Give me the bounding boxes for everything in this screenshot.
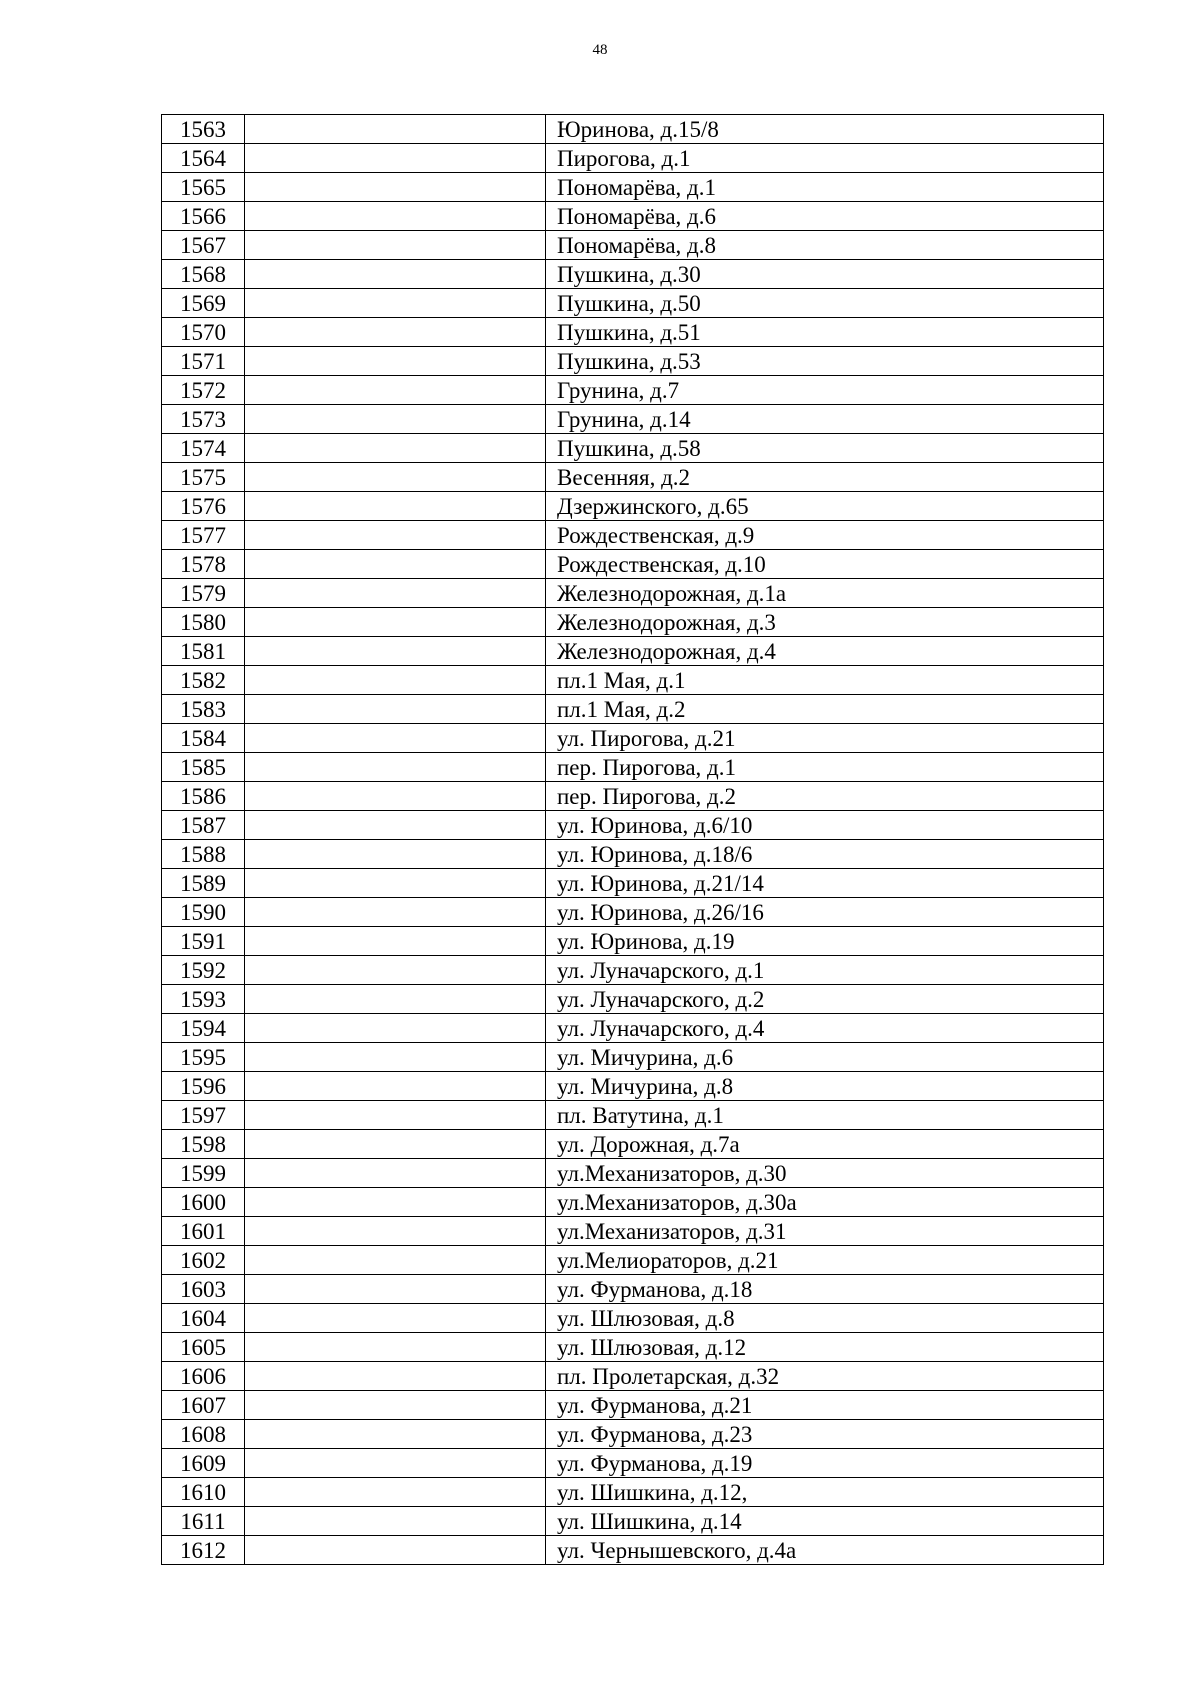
row-number-cell: 1574 (162, 434, 245, 463)
table-row (162, 1101, 1104, 1130)
row-number-cell: 1605 (162, 1333, 245, 1362)
row-address-cell: Железнодорожная, д.1а (546, 579, 1104, 608)
row-number-cell: 1596 (162, 1072, 245, 1101)
row-middle-cell (245, 1159, 546, 1188)
row-address-cell: Рождественская, д.9 (546, 521, 1104, 550)
row-middle-cell (245, 231, 546, 260)
row-number-cell: 1579 (162, 579, 245, 608)
row-number-cell: 1583 (162, 695, 245, 724)
row-middle-cell (245, 1188, 546, 1217)
table-row (162, 492, 1104, 521)
table-row (162, 1072, 1104, 1101)
row-address-cell: Пономарёва, д.1 (546, 173, 1104, 202)
table-row (162, 1043, 1104, 1072)
row-number-cell: 1570 (162, 318, 245, 347)
row-address-cell: Дзержинского, д.65 (546, 492, 1104, 521)
row-address-cell: пер. Пирогова, д.2 (546, 782, 1104, 811)
row-middle-cell (245, 492, 546, 521)
table-row (162, 405, 1104, 434)
row-number-cell: 1577 (162, 521, 245, 550)
row-number-cell: 1578 (162, 550, 245, 579)
row-number-cell: 1587 (162, 811, 245, 840)
row-address-cell: Железнодорожная, д.3 (546, 608, 1104, 637)
table-row (162, 695, 1104, 724)
row-middle-cell (245, 289, 546, 318)
row-address-cell: ул. Фурманова, д.18 (546, 1275, 1104, 1304)
row-number-cell: 1606 (162, 1362, 245, 1391)
row-middle-cell (245, 1072, 546, 1101)
table-row (162, 1014, 1104, 1043)
row-address-cell: пл.1 Мая, д.2 (546, 695, 1104, 724)
table-row (162, 637, 1104, 666)
row-address-cell: ул. Фурманова, д.21 (546, 1391, 1104, 1420)
row-middle-cell (245, 347, 546, 376)
row-address-cell: ул.Механизаторов, д.31 (546, 1217, 1104, 1246)
row-middle-cell (245, 1304, 546, 1333)
row-address-cell: ул. Луначарского, д.2 (546, 985, 1104, 1014)
table-row (162, 898, 1104, 927)
row-number-cell: 1592 (162, 956, 245, 985)
row-address-cell: пл. Ватутина, д.1 (546, 1101, 1104, 1130)
row-middle-cell (245, 115, 546, 144)
row-address-cell: Пономарёва, д.6 (546, 202, 1104, 231)
row-number-cell: 1608 (162, 1420, 245, 1449)
table-row (162, 1536, 1104, 1565)
row-middle-cell (245, 782, 546, 811)
row-number-cell: 1565 (162, 173, 245, 202)
address-table-body (162, 115, 1104, 1565)
table-row (162, 1188, 1104, 1217)
row-number-cell: 1590 (162, 898, 245, 927)
row-number-cell: 1604 (162, 1304, 245, 1333)
row-middle-cell (245, 463, 546, 492)
row-number-cell: 1585 (162, 753, 245, 782)
row-address-cell: ул. Мичурина, д.8 (546, 1072, 1104, 1101)
row-address-cell: Пушкина, д.50 (546, 289, 1104, 318)
row-number-cell: 1600 (162, 1188, 245, 1217)
row-number-cell: 1567 (162, 231, 245, 260)
row-middle-cell (245, 898, 546, 927)
row-middle-cell (245, 1101, 546, 1130)
row-address-cell: ул. Шлюзовая, д.8 (546, 1304, 1104, 1333)
row-middle-cell (245, 1362, 546, 1391)
row-middle-cell (245, 1449, 546, 1478)
row-number-cell: 1582 (162, 666, 245, 695)
row-middle-cell (245, 376, 546, 405)
table-row (162, 927, 1104, 956)
row-middle-cell (245, 434, 546, 463)
row-address-cell: ул. Луначарского, д.4 (546, 1014, 1104, 1043)
table-row (162, 1217, 1104, 1246)
row-address-cell: ул.Мелиораторов, д.21 (546, 1246, 1104, 1275)
row-address-cell: Грунина, д.7 (546, 376, 1104, 405)
row-middle-cell (245, 637, 546, 666)
row-address-cell: ул. Юринова, д.26/16 (546, 898, 1104, 927)
table-row (162, 260, 1104, 289)
row-middle-cell (245, 985, 546, 1014)
row-address-cell: ул. Юринова, д.21/14 (546, 869, 1104, 898)
table-row (162, 347, 1104, 376)
table-row (162, 724, 1104, 753)
table-row (162, 811, 1104, 840)
row-number-cell: 1611 (162, 1507, 245, 1536)
row-number-cell: 1580 (162, 608, 245, 637)
row-number-cell: 1566 (162, 202, 245, 231)
table-row (162, 1246, 1104, 1275)
row-middle-cell (245, 1043, 546, 1072)
table-row (162, 956, 1104, 985)
row-number-cell: 1568 (162, 260, 245, 289)
row-number-cell: 1603 (162, 1275, 245, 1304)
row-number-cell: 1595 (162, 1043, 245, 1072)
row-number-cell: 1589 (162, 869, 245, 898)
row-address-cell: Грунина, д.14 (546, 405, 1104, 434)
row-middle-cell (245, 1420, 546, 1449)
table-row (162, 579, 1104, 608)
row-address-cell: пл. Пролетарская, д.32 (546, 1362, 1104, 1391)
table-row (162, 202, 1104, 231)
row-address-cell: ул. Фурманова, д.23 (546, 1420, 1104, 1449)
table-row (162, 1130, 1104, 1159)
table-row (162, 1275, 1104, 1304)
row-number-cell: 1581 (162, 637, 245, 666)
row-address-cell: ул. Юринова, д.19 (546, 927, 1104, 956)
row-number-cell: 1569 (162, 289, 245, 318)
row-number-cell: 1598 (162, 1130, 245, 1159)
row-address-cell: ул. Шишкина, д.14 (546, 1507, 1104, 1536)
row-address-cell: Пушкина, д.53 (546, 347, 1104, 376)
address-table (161, 114, 1104, 1565)
table-row (162, 1159, 1104, 1188)
row-middle-cell (245, 956, 546, 985)
row-number-cell: 1607 (162, 1391, 245, 1420)
row-address-cell: Весенняя, д.2 (546, 463, 1104, 492)
row-middle-cell (245, 1217, 546, 1246)
table-row (162, 231, 1104, 260)
row-middle-cell (245, 1478, 546, 1507)
row-number-cell: 1601 (162, 1217, 245, 1246)
row-middle-cell (245, 405, 546, 434)
table-row (162, 1362, 1104, 1391)
row-middle-cell (245, 927, 546, 956)
row-address-cell: Юринова, д.15/8 (546, 115, 1104, 144)
row-middle-cell (245, 608, 546, 637)
row-address-cell: ул. Фурманова, д.19 (546, 1449, 1104, 1478)
row-number-cell: 1563 (162, 115, 245, 144)
row-address-cell: Железнодорожная, д.4 (546, 637, 1104, 666)
table-row (162, 1304, 1104, 1333)
row-address-cell: ул. Шлюзовая, д.12 (546, 1333, 1104, 1362)
row-address-cell: пер. Пирогова, д.1 (546, 753, 1104, 782)
row-address-cell: ул. Дорожная, д.7а (546, 1130, 1104, 1159)
row-address-cell: ул. Юринова, д.6/10 (546, 811, 1104, 840)
row-address-cell: ул. Юринова, д.18/6 (546, 840, 1104, 869)
table-row (162, 463, 1104, 492)
row-address-cell: Пушкина, д.30 (546, 260, 1104, 289)
row-address-cell: пл.1 Мая, д.1 (546, 666, 1104, 695)
row-number-cell: 1591 (162, 927, 245, 956)
row-middle-cell (245, 1275, 546, 1304)
row-middle-cell (245, 869, 546, 898)
table-row (162, 1333, 1104, 1362)
table-row (162, 1420, 1104, 1449)
row-middle-cell (245, 318, 546, 347)
row-number-cell: 1573 (162, 405, 245, 434)
row-number-cell: 1572 (162, 376, 245, 405)
row-middle-cell (245, 579, 546, 608)
row-address-cell: ул.Механизаторов, д.30а (546, 1188, 1104, 1217)
table-row (162, 1449, 1104, 1478)
row-middle-cell (245, 753, 546, 782)
row-middle-cell (245, 840, 546, 869)
row-middle-cell (245, 724, 546, 753)
row-middle-cell (245, 144, 546, 173)
row-middle-cell (245, 666, 546, 695)
row-middle-cell (245, 695, 546, 724)
row-number-cell: 1599 (162, 1159, 245, 1188)
table-row (162, 1507, 1104, 1536)
row-number-cell: 1586 (162, 782, 245, 811)
table-row (162, 521, 1104, 550)
row-number-cell: 1564 (162, 144, 245, 173)
row-number-cell: 1610 (162, 1478, 245, 1507)
row-middle-cell (245, 550, 546, 579)
table-row (162, 376, 1104, 405)
row-middle-cell (245, 173, 546, 202)
table-row (162, 144, 1104, 173)
row-number-cell: 1597 (162, 1101, 245, 1130)
row-address-cell: Пушкина, д.51 (546, 318, 1104, 347)
row-number-cell: 1609 (162, 1449, 245, 1478)
row-number-cell: 1594 (162, 1014, 245, 1043)
table-row (162, 608, 1104, 637)
row-number-cell: 1575 (162, 463, 245, 492)
row-address-cell: ул.Механизаторов, д.30 (546, 1159, 1104, 1188)
row-middle-cell (245, 1391, 546, 1420)
table-row (162, 1391, 1104, 1420)
table-row (162, 753, 1104, 782)
row-middle-cell (245, 1536, 546, 1565)
row-middle-cell (245, 260, 546, 289)
row-number-cell: 1602 (162, 1246, 245, 1275)
row-middle-cell (245, 1246, 546, 1275)
row-number-cell: 1588 (162, 840, 245, 869)
row-middle-cell (245, 1130, 546, 1159)
row-address-cell: Пушкина, д.58 (546, 434, 1104, 463)
row-number-cell: 1612 (162, 1536, 245, 1565)
table-row (162, 1478, 1104, 1507)
table-row (162, 115, 1104, 144)
table-row (162, 173, 1104, 202)
page-number: 48 (592, 42, 608, 58)
row-number-cell: 1576 (162, 492, 245, 521)
table-row (162, 869, 1104, 898)
table-row (162, 985, 1104, 1014)
row-address-cell: Пономарёва, д.8 (546, 231, 1104, 260)
table-row (162, 318, 1104, 347)
table-row (162, 840, 1104, 869)
row-address-cell: ул. Луначарского, д.1 (546, 956, 1104, 985)
table-row (162, 550, 1104, 579)
row-middle-cell (245, 811, 546, 840)
row-middle-cell (245, 521, 546, 550)
row-middle-cell (245, 202, 546, 231)
table-row (162, 289, 1104, 318)
row-address-cell: ул. Чернышевского, д.4а (546, 1536, 1104, 1565)
row-number-cell: 1571 (162, 347, 245, 376)
row-address-cell: Пирогова, д.1 (546, 144, 1104, 173)
row-address-cell: ул. Пирогова, д.21 (546, 724, 1104, 753)
row-middle-cell (245, 1333, 546, 1362)
row-address-cell: ул. Шишкина, д.12, (546, 1478, 1104, 1507)
row-address-cell: Рождественская, д.10 (546, 550, 1104, 579)
row-number-cell: 1584 (162, 724, 245, 753)
table-row (162, 434, 1104, 463)
row-number-cell: 1593 (162, 985, 245, 1014)
table-row (162, 782, 1104, 811)
row-middle-cell (245, 1014, 546, 1043)
row-address-cell: ул. Мичурина, д.6 (546, 1043, 1104, 1072)
table-row (162, 666, 1104, 695)
row-middle-cell (245, 1507, 546, 1536)
